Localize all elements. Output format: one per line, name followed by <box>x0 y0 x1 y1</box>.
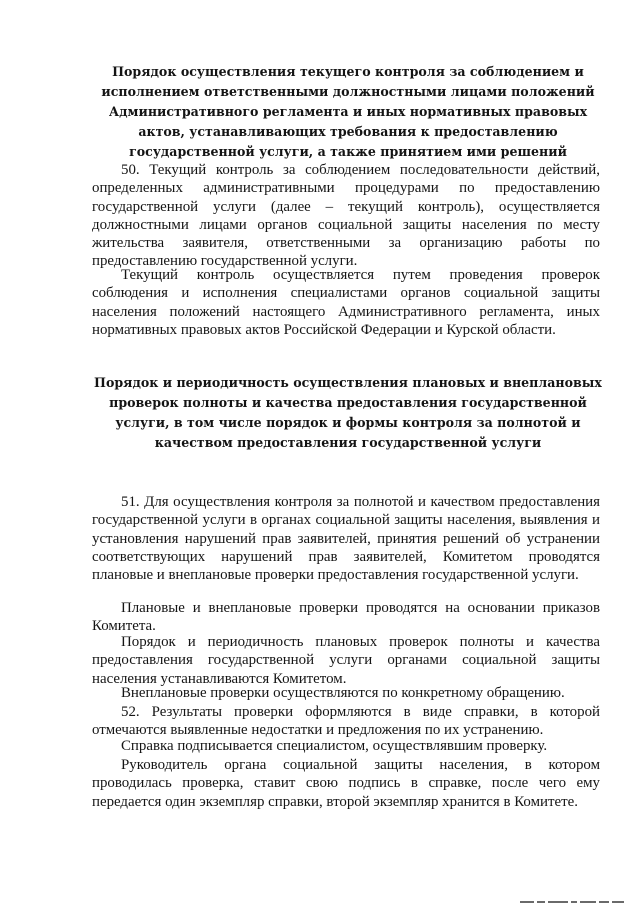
paragraph-current-control-method: Текущий контроль осуществляется путем проведения проверок соблюдения и исполнения специалистами органов социальной защиты населения положений настоящего Административного регламента, иных нормативных правовых актов Российской Федерации и Курской области. <box>92 267 600 338</box>
section-heading-inspections: Порядок и периодичность осуществления плановых и внеплановых проверок полноты и качества предоставления государственной услуги, в том числе порядок и формы контроля за полнотой и качеством предоставления государственной услуги <box>94 375 602 450</box>
paragraph-50: 50. Текущий контроль за соблюдением последовательности действий, определенных административными процедурами по предоставлению государственной услуги (далее – текущий контроль), осуществляется должностными лицами органов социальной защиты населения по месту жительства заявителя, ответственными за организацию работы по предоставлению государственной услуги. <box>92 162 600 270</box>
paragraph-inspection-periodicity: Порядок и периодичность плановых проверок полноты и качества предоставления государственной услуги органами социальной защиты населения устанавливаются Комитетом. <box>92 634 600 687</box>
paragraph-52: 52. Результаты проверки оформляются в виде справки, в которой отмечаются выявленные недостатки и предложения по их устранению. <box>92 704 600 739</box>
paragraph-51: 51. Для осуществления контроля за полнотой и качеством предоставления государственной услуги в органах социальной защиты населения, выявления и установления нарушений прав заявителей, принятия решений об устранении соответствующих нарушений прав заявителей, Комитетом проводятся плановые и внеплановые проверки предоставления государственной услуги. <box>92 494 600 584</box>
paragraph-inspection-orders: Плановые и внеплановые проверки проводятся на основании приказов Комитета. <box>92 600 600 635</box>
paragraph-certificate-signing: Справка подписывается специалистом, осуществлявшим проверку. <box>121 738 548 754</box>
paragraph-head-signature: Руководитель органа социальной защиты населения, в котором проводилась проверка, ставит свою подпись в справке, после чего ему передается один экземпляр справки, второй экземпляр хранится в Комитете. <box>92 757 600 810</box>
paragraph-unscheduled-inspections: Внеплановые проверки осуществляются по конкретному обращению. <box>121 685 565 701</box>
scan-edge-mark <box>520 898 640 905</box>
section-heading-current-control: Порядок осуществления текущего контроля за соблюдением и исполнением ответственными должностными лицами положений Административного регламента и иных нормативных правовых актов, устанавливающих требования к предоставлению государственной услуги, а также принятием ими решений <box>101 64 595 159</box>
